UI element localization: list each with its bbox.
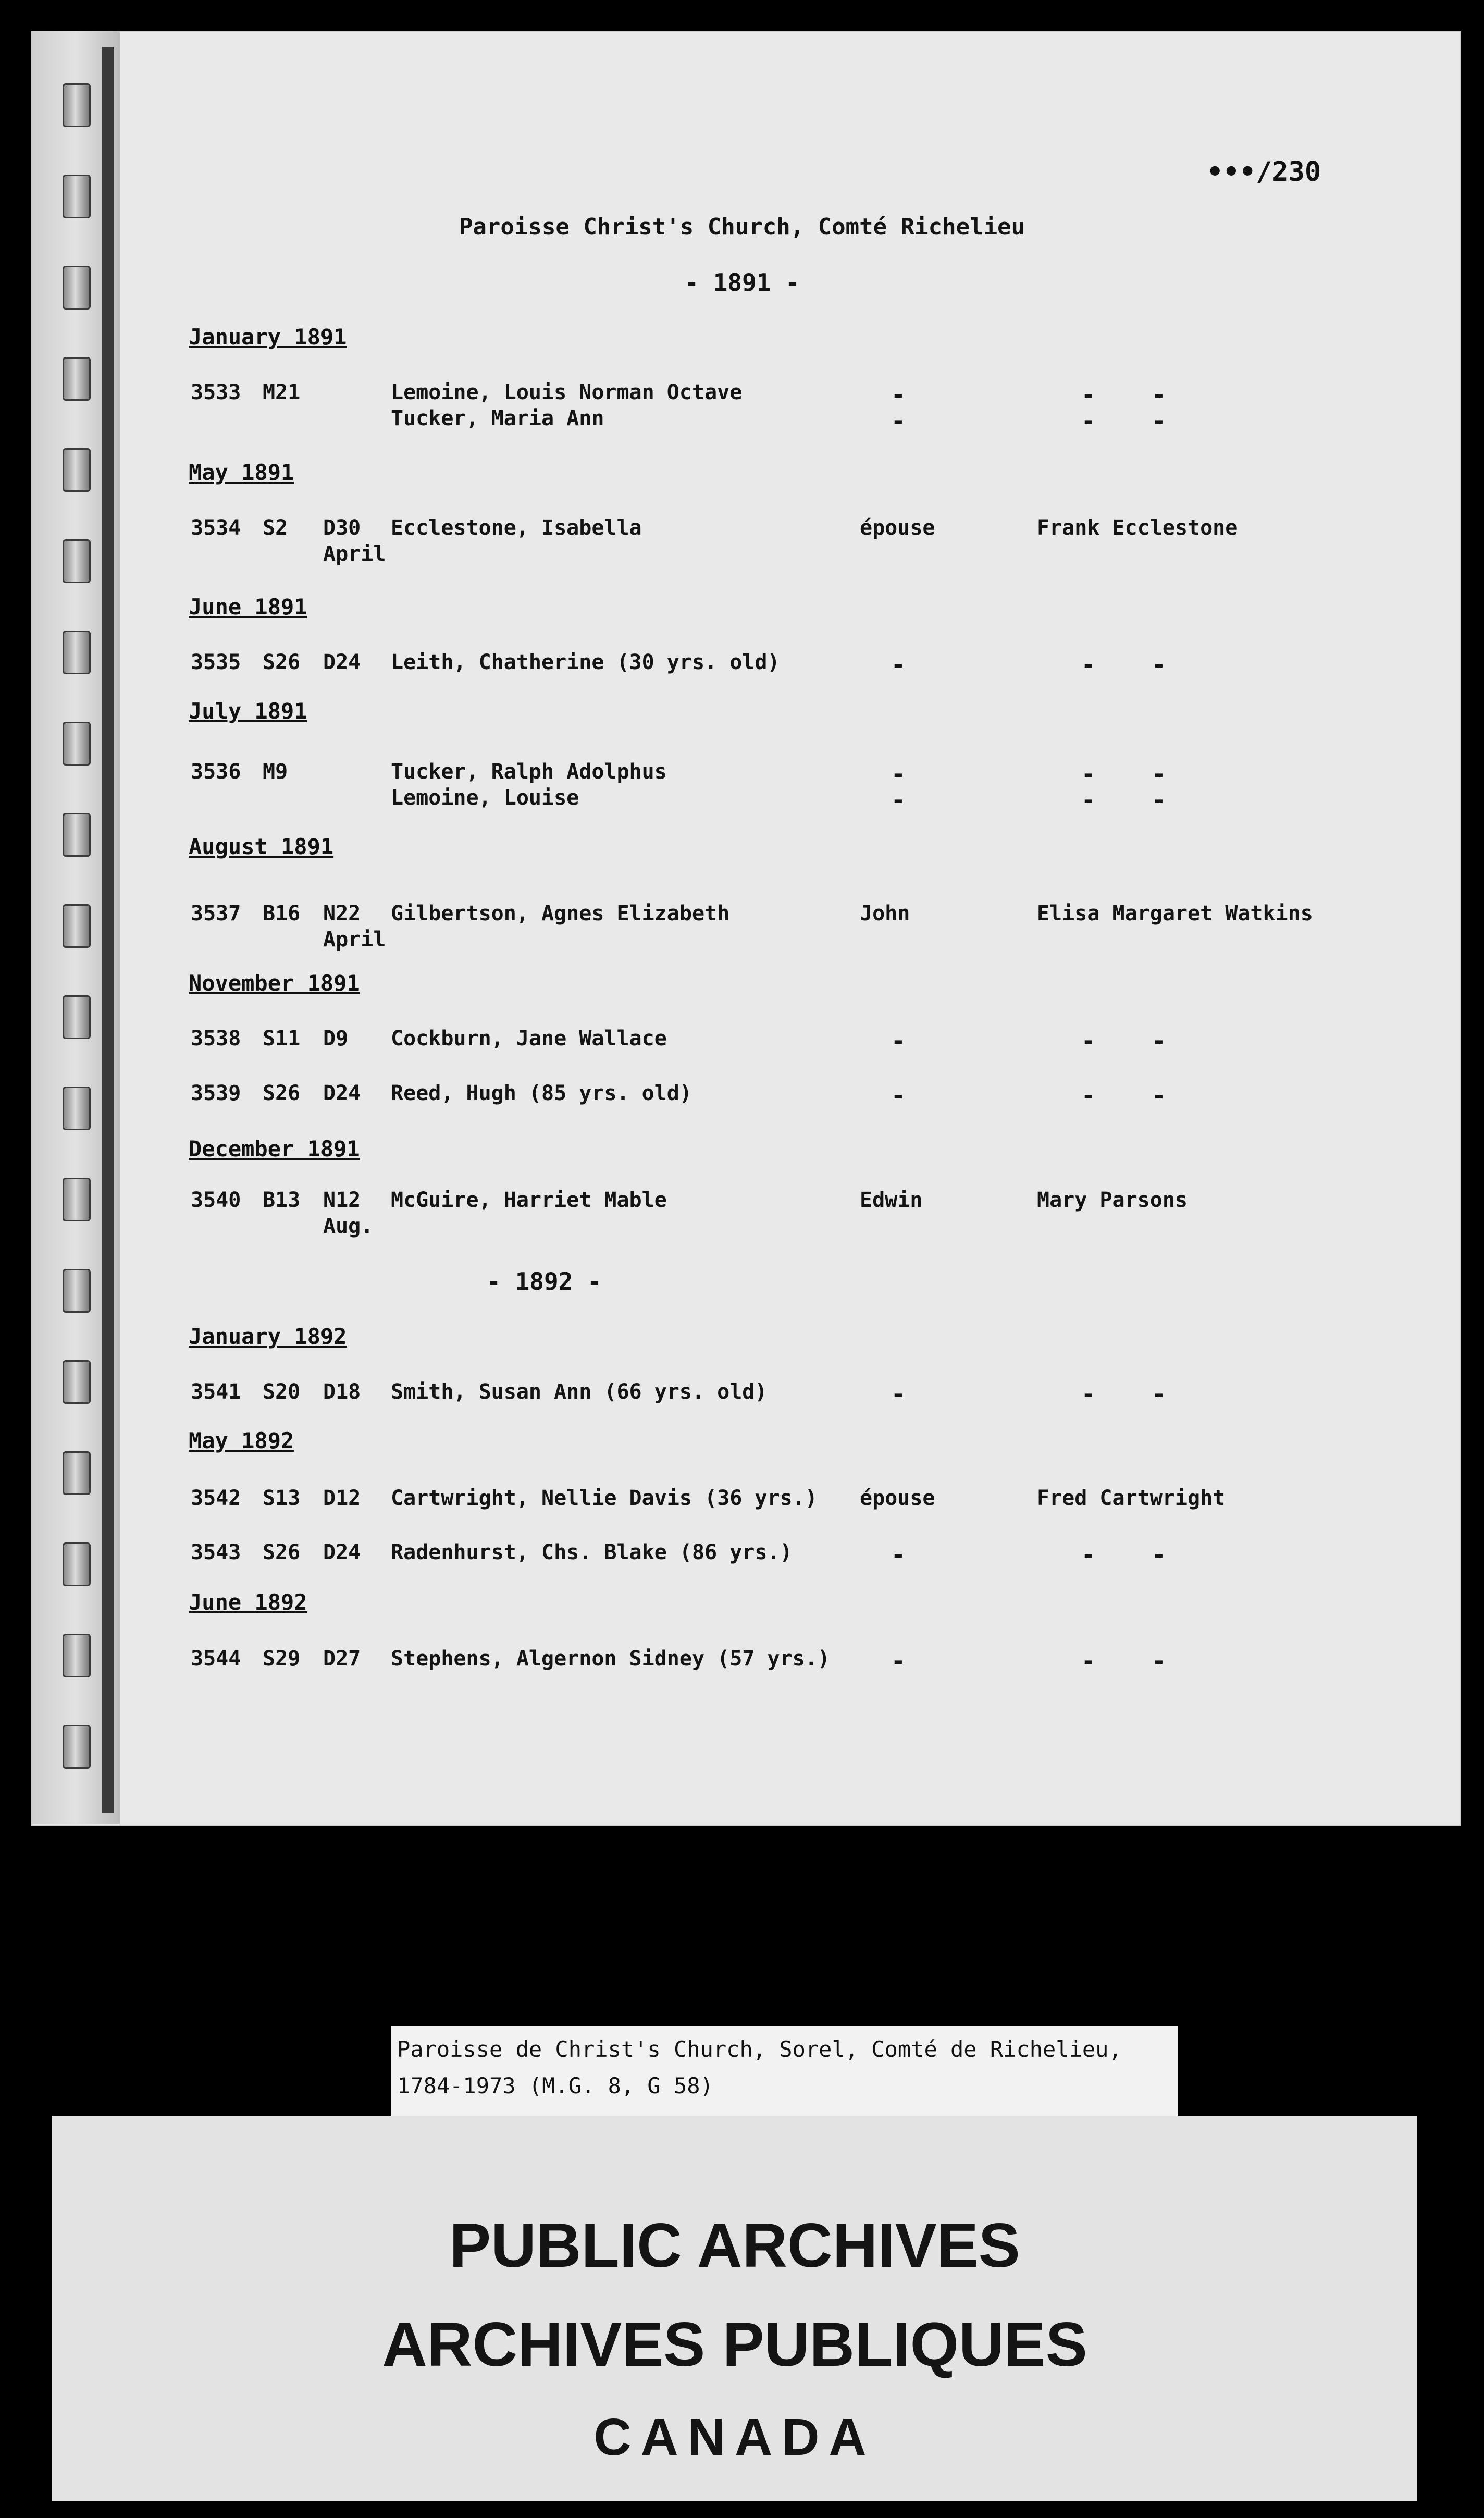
binding-ring: [63, 175, 91, 218]
entry-name: Tucker, Ralph Adolphus: [391, 760, 667, 784]
entry-mother: -: [1081, 1380, 1096, 1408]
entry-extra: -: [1152, 760, 1166, 788]
binding-ring: [63, 1451, 91, 1495]
entry-mother: -: [1081, 380, 1096, 409]
entry-name: Cockburn, Jane Wallace: [391, 1027, 667, 1051]
entry-father: épouse: [860, 1486, 935, 1510]
entry-number: 3543: [191, 1540, 241, 1564]
entry-date: D27: [323, 1647, 361, 1671]
entry-code: B16: [263, 902, 301, 925]
entry-extra: -: [1152, 1027, 1166, 1055]
page-title: Paroisse Christ's Church, Comté Richelieu: [459, 214, 1025, 240]
entry-extra: -: [1152, 1081, 1166, 1109]
year-heading-1892: - 1892 -: [486, 1267, 602, 1295]
binding-ring: [63, 357, 91, 401]
entry-code: M9: [263, 760, 288, 784]
entry-number: 3544: [191, 1647, 241, 1671]
entry-number: 3538: [191, 1027, 241, 1051]
entry-name: Lemoine, Louis Norman Octave: [391, 380, 743, 404]
entry-father: -: [891, 1027, 906, 1055]
entry-name: McGuire, Harriet Mable: [391, 1188, 667, 1212]
entry-father: -: [891, 1647, 906, 1675]
label-line-2: 1784-1973 (M.G. 8, G 58): [397, 2073, 713, 2099]
entry-extra: -: [1152, 786, 1166, 814]
entry-date: D12: [323, 1486, 361, 1510]
binding-ring: [63, 995, 91, 1039]
entry-mother: -: [1081, 650, 1096, 678]
entry-date: D24: [323, 1081, 361, 1105]
entry-father: épouse: [860, 516, 935, 540]
entry-code: S26: [263, 650, 301, 674]
entry-name: Stephens, Algernon Sidney (57 yrs.): [391, 1647, 830, 1671]
archives-banner: [52, 2116, 1417, 2501]
entry-code: S29: [263, 1647, 301, 1671]
binding-ring: [63, 1634, 91, 1677]
page-number: •••/230: [1207, 156, 1321, 188]
entry-number: 3542: [191, 1486, 241, 1510]
month-heading: July 1891: [189, 698, 307, 724]
entry-number: 3537: [191, 902, 241, 925]
entry-date: D9: [323, 1027, 349, 1051]
entry-code: S20: [263, 1380, 301, 1404]
entry-father: -: [891, 1380, 906, 1408]
entry-number: 3535: [191, 650, 241, 674]
entry-number: 3534: [191, 516, 241, 540]
entry-date: D24: [323, 650, 361, 674]
entry-mother: -: [1081, 760, 1096, 788]
entry-extra: -: [1152, 1647, 1166, 1675]
entry-mother: Frank Ecclestone: [1037, 516, 1238, 540]
entry-father: Edwin: [860, 1188, 923, 1212]
entry-mother: -: [1081, 1027, 1096, 1055]
entry-code: S26: [263, 1081, 301, 1105]
entry-extra: -: [1152, 380, 1166, 409]
entry-name: Tucker, Maria Ann: [391, 406, 604, 430]
entry-mother: -: [1081, 1540, 1096, 1569]
month-heading: June 1892: [189, 1589, 307, 1615]
month-heading: January 1892: [189, 1324, 347, 1349]
entry-name: Reed, Hugh (85 yrs. old): [391, 1081, 692, 1105]
entry-date: D18: [323, 1380, 361, 1404]
month-heading: November 1891: [189, 970, 360, 996]
entry-date-month: Aug.: [323, 1214, 374, 1238]
entry-date: N22: [323, 902, 361, 925]
entry-number: 3541: [191, 1380, 241, 1404]
month-heading: December 1891: [189, 1136, 360, 1162]
binding-ring: [63, 1360, 91, 1404]
entry-extra: -: [1152, 1380, 1166, 1408]
entry-name: Radenhurst, Chs. Blake (86 yrs.): [391, 1540, 793, 1564]
binding-ring: [63, 1178, 91, 1221]
binding-spine: [102, 47, 114, 1813]
binding-ring: [63, 1542, 91, 1586]
entry-mother: -: [1081, 1081, 1096, 1109]
entry-extra: -: [1152, 406, 1166, 435]
entry-number: 3540: [191, 1188, 241, 1212]
entry-code: S11: [263, 1027, 301, 1051]
year-heading-1891: - 1891 -: [684, 268, 800, 297]
entry-father: -: [891, 786, 906, 814]
entry-mother: Elisa Margaret Watkins: [1037, 902, 1313, 925]
entry-mother: -: [1081, 406, 1096, 435]
binding-ring: [63, 539, 91, 583]
entry-name: Smith, Susan Ann (66 yrs. old): [391, 1380, 768, 1404]
binding-ring: [63, 83, 91, 127]
binding-ring: [63, 1725, 91, 1769]
binding-ring: [63, 631, 91, 674]
entry-name: Leith, Chatherine (30 yrs. old): [391, 650, 780, 674]
entry-number: 3533: [191, 380, 241, 404]
month-heading: August 1891: [189, 834, 334, 859]
label-line-1: Paroisse de Christ's Church, Sorel, Comté de Richelieu,: [397, 2036, 1122, 2062]
banner-line-2: ARCHIVES PUBLIQUES: [382, 2310, 1087, 2379]
entry-name: Lemoine, Louise: [391, 786, 579, 810]
entry-number: 3539: [191, 1081, 241, 1105]
entry-father: -: [891, 1540, 906, 1569]
entry-father: -: [891, 1081, 906, 1109]
entry-name: Ecclestone, Isabella: [391, 516, 642, 540]
entry-mother: Fred Cartwright: [1037, 1486, 1226, 1510]
entry-mother: Mary Parsons: [1037, 1188, 1188, 1212]
binding-ring: [63, 904, 91, 948]
month-heading: May 1892: [189, 1428, 294, 1453]
binding-ring: [63, 722, 91, 766]
entry-father: -: [891, 380, 906, 409]
archive-label: [391, 2026, 1178, 2116]
entry-name: Cartwright, Nellie Davis (36 yrs.): [391, 1486, 818, 1510]
entry-date-month: April: [323, 542, 386, 566]
entry-father: -: [891, 406, 906, 435]
entry-name: Gilbertson, Agnes Elizabeth: [391, 902, 730, 925]
month-heading: May 1891: [189, 460, 294, 485]
entry-extra: -: [1152, 650, 1166, 678]
entry-father: -: [891, 760, 906, 788]
entry-date: D30: [323, 516, 361, 540]
entry-date: N12: [323, 1188, 361, 1212]
entry-number: 3536: [191, 760, 241, 784]
entry-code: B13: [263, 1188, 301, 1212]
month-heading: January 1891: [189, 324, 347, 350]
entry-code: M21: [263, 380, 301, 404]
binding-ring: [63, 1087, 91, 1130]
month-heading: June 1891: [189, 594, 307, 620]
entry-code: S26: [263, 1540, 301, 1564]
entry-mother: -: [1081, 786, 1096, 814]
binding-ring: [63, 813, 91, 857]
banner-line-1: PUBLIC ARCHIVES: [449, 2211, 1020, 2280]
entry-code: S2: [263, 516, 288, 540]
binding-ring: [63, 448, 91, 492]
entry-father: John: [860, 902, 910, 925]
entry-date: D24: [323, 1540, 361, 1564]
entry-extra: -: [1152, 1540, 1166, 1569]
entry-code: S13: [263, 1486, 301, 1510]
banner-line-3: CANADA: [593, 2408, 876, 2466]
entry-date-month: April: [323, 928, 386, 952]
entry-mother: -: [1081, 1647, 1096, 1675]
entry-father: -: [891, 650, 906, 678]
